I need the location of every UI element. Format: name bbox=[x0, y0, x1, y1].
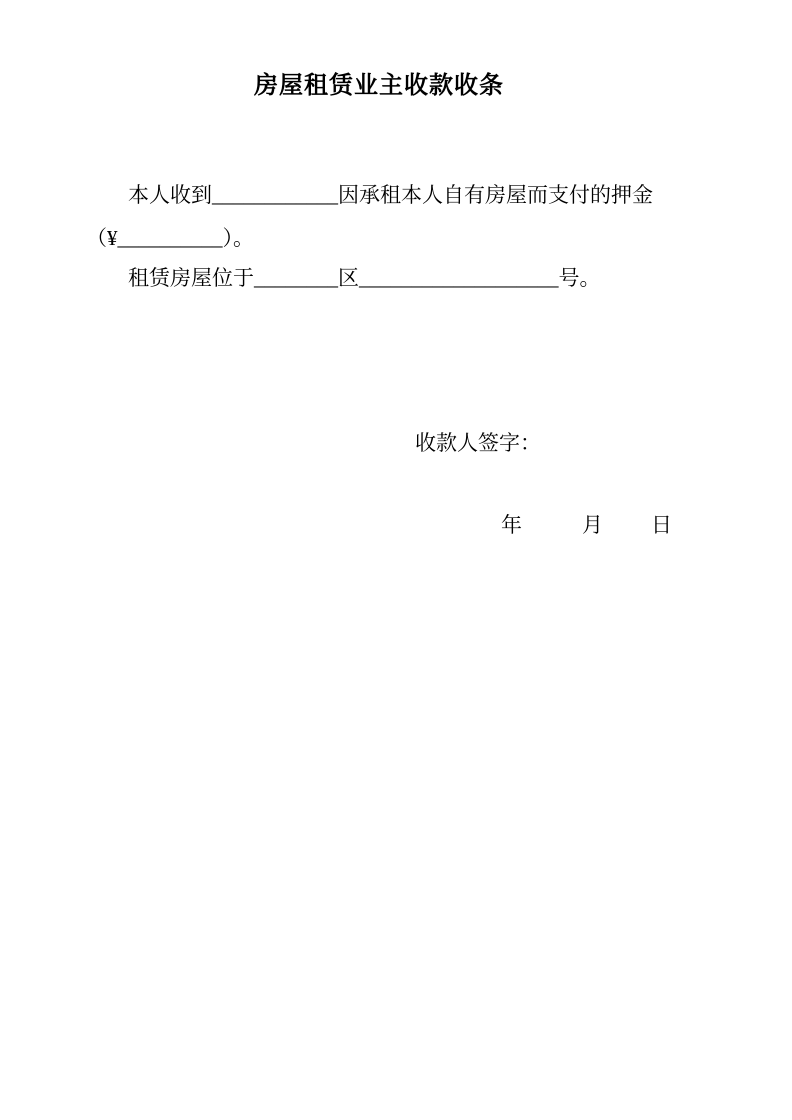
line1-suffix-text: 因承租本人自有房屋而支付的押金 bbox=[338, 183, 653, 207]
district-label-text: 区 bbox=[338, 266, 359, 290]
amount-paragraph bbox=[86, 221, 711, 255]
address-number-blank[interactable]: ___________________ bbox=[359, 266, 559, 290]
payer-name-blank[interactable]: ____________ bbox=[212, 183, 338, 207]
line1-prefix-text: 本人收到 bbox=[128, 183, 212, 207]
line3-prefix-text: 租赁房屋位于 bbox=[128, 266, 254, 290]
address-paragraph bbox=[86, 261, 711, 295]
district-blank[interactable]: ________ bbox=[254, 266, 338, 290]
page-title: 房屋租赁业主收款收条 bbox=[254, 73, 504, 99]
amount-open-text: （¥ bbox=[86, 226, 118, 250]
payee-signature-label: 收款人签字： bbox=[415, 431, 541, 455]
amount-blank[interactable]: __________ bbox=[117, 226, 223, 250]
day-label: 日 bbox=[651, 513, 672, 537]
year-label: 年 bbox=[501, 513, 522, 537]
date-line bbox=[501, 508, 672, 542]
deposit-paragraph bbox=[86, 178, 711, 212]
line3-suffix-text: 号。 bbox=[558, 266, 601, 290]
amount-close-text: ）。 bbox=[222, 226, 254, 250]
month-label: 月 bbox=[582, 513, 603, 537]
